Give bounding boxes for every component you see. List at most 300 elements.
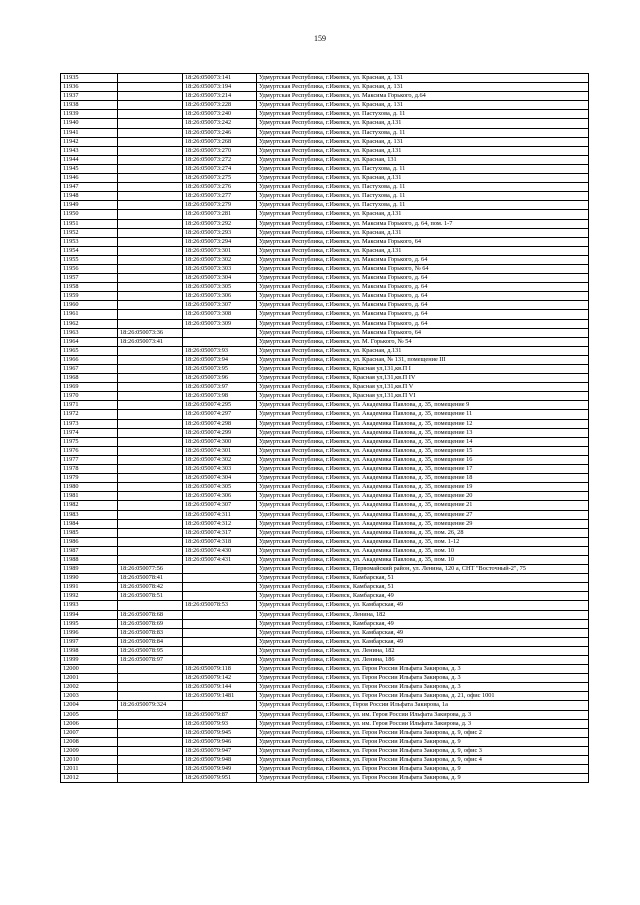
table-row [61, 601, 589, 610]
land-cadastral-number-cell [118, 274, 183, 283]
object-cadastral-number-cell: 18:26:050074:305 [183, 483, 257, 492]
row-number-cell: 11988 [61, 555, 118, 564]
address-cell: Удмуртская Республика, г.Ижевск, ул. Героя России Ильфата Закирова, д. 9, офис 3 [257, 746, 589, 755]
land-cadastral-number-cell [118, 519, 183, 528]
land-cadastral-number-cell [118, 774, 183, 783]
row-number-cell: 11980 [61, 483, 118, 492]
land-cadastral-number-cell [118, 455, 183, 464]
row-number-cell: 11987 [61, 546, 118, 555]
land-cadastral-number-cell [118, 283, 183, 292]
address-cell: Удмуртская Республика, г.Ижевск, ул. Академика Павлова, д. 35, помещение 11 [257, 410, 589, 419]
address-cell: Удмуртская Республика, г.Ижевск, Красная ул,131,кв.П I [257, 365, 589, 374]
address-cell: Удмуртская Республика, г.Ижевск, ул. Максима Горького, д. 64 [257, 310, 589, 319]
land-cadastral-number-cell [118, 310, 183, 319]
address-cell: Удмуртская Республика, г.Ижевск, ул. Академика Павлова, д. 35, пом. 1-12 [257, 537, 589, 546]
row-number-cell: 11984 [61, 519, 118, 528]
land-cadastral-number-cell [118, 92, 183, 101]
object-cadastral-number-cell: 18:26:050073:214 [183, 92, 257, 101]
object-cadastral-number-cell [183, 574, 257, 583]
row-number-cell: 11998 [61, 646, 118, 655]
address-cell: Удмуртская Республика, г.Ижевск, ул. им. Героя России Ильфата Закирова, д. 3 [257, 710, 589, 719]
object-cadastral-number-cell: 18:26:050073:304 [183, 274, 257, 283]
object-cadastral-number-cell: 18:26:050073:305 [183, 283, 257, 292]
table-row [61, 83, 589, 92]
address-cell: Удмуртская Республика, г.Ижевск, ул. им. Героя России Ильфата Закирова, д. 3 [257, 719, 589, 728]
row-number-cell: 12005 [61, 710, 118, 719]
row-number-cell: 12009 [61, 746, 118, 755]
object-cadastral-number-cell: 18:26:050073:279 [183, 201, 257, 210]
object-cadastral-number-cell [183, 592, 257, 601]
land-cadastral-number-cell [118, 355, 183, 364]
object-cadastral-number-cell: 18:26:050079:1481 [183, 692, 257, 701]
address-cell: Удмуртская Республика, г.Ижевск, ул. Пастухова, д. 11 [257, 183, 589, 192]
object-cadastral-number-cell: 18:26:050073:276 [183, 183, 257, 192]
address-cell: Удмуртская Республика, г.Ижевск, ул. Максима Горького, д. 64 [257, 283, 589, 292]
address-cell: Удмуртская Республика, г.Ижевск, ул. Академика Павлова, д. 35, помещение 15 [257, 446, 589, 455]
table-row [61, 137, 589, 146]
row-number-cell: 12007 [61, 728, 118, 737]
address-cell: Удмуртская Республика, г.Ижевск, ул. Героя России Ильфата Закирова, д. 21, офис 1001 [257, 692, 589, 701]
table-row [61, 537, 589, 546]
row-number-cell: 11953 [61, 237, 118, 246]
object-cadastral-number-cell: 18:26:050074:304 [183, 474, 257, 483]
table-row [61, 101, 589, 110]
address-cell: Удмуртская Республика, г.Ижевск, ул. Академика Павлова, д. 35, помещение 19 [257, 483, 589, 492]
table-row [61, 292, 589, 301]
table-row [61, 746, 589, 755]
land-cadastral-number-cell: 18:26:050077:56 [118, 565, 183, 574]
table-row [61, 365, 589, 374]
address-cell: Удмуртская Республика, г.Ижевск, ул. Героя России Ильфата Закирова, д. 9, офис 4 [257, 756, 589, 765]
row-number-cell: 11937 [61, 92, 118, 101]
table-row [61, 310, 589, 319]
row-number-cell: 11958 [61, 283, 118, 292]
object-cadastral-number-cell [183, 646, 257, 655]
object-cadastral-number-cell: 18:26:050073:268 [183, 137, 257, 146]
row-number-cell: 11936 [61, 83, 118, 92]
object-cadastral-number-cell: 18:26:050074:306 [183, 492, 257, 501]
land-cadastral-number-cell: 18:26:050078:97 [118, 656, 183, 665]
object-cadastral-number-cell: 18:26:050073:292 [183, 219, 257, 228]
row-number-cell: 12011 [61, 765, 118, 774]
address-cell: Удмуртская Республика, г.Ижевск, ул. Пастухова, д. 11 [257, 201, 589, 210]
land-cadastral-number-cell: 18:26:050078:95 [118, 646, 183, 655]
row-number-cell: 11943 [61, 146, 118, 155]
object-cadastral-number-cell [183, 610, 257, 619]
address-cell: Удмуртская Республика, г.Ижевск, ул. Героя России Ильфата Закирова, д. 9 [257, 737, 589, 746]
object-cadastral-number-cell: 18:26:050073:275 [183, 174, 257, 183]
object-cadastral-number-cell [183, 337, 257, 346]
object-cadastral-number-cell: 18:26:050073:94 [183, 355, 257, 364]
row-number-cell: 11981 [61, 492, 118, 501]
table-row [61, 656, 589, 665]
table-row [61, 710, 589, 719]
address-cell: Удмуртская Республика, г.Ижевск, Камбарская, 49 [257, 592, 589, 601]
land-cadastral-number-cell [118, 365, 183, 374]
object-cadastral-number-cell: 18:26:050073:281 [183, 210, 257, 219]
table-row [61, 437, 589, 446]
row-number-cell: 11994 [61, 610, 118, 619]
address-cell: Удмуртская Республика, г.Ижевск, ул. Красная, д. 131 [257, 83, 589, 92]
land-cadastral-number-cell: 18:26:050078:42 [118, 583, 183, 592]
land-cadastral-number-cell [118, 501, 183, 510]
row-number-cell: 11972 [61, 410, 118, 419]
object-cadastral-number-cell: 18:26:050073:95 [183, 365, 257, 374]
row-number-cell: 11945 [61, 164, 118, 173]
address-cell: Удмуртская Республика, г.Ижевск, ул. Героя России Ильфата Закирова, д. 3 [257, 665, 589, 674]
row-number-cell: 11973 [61, 419, 118, 428]
object-cadastral-number-cell: 18:26:050073:228 [183, 101, 257, 110]
address-cell: Удмуртская Республика, г.Ижевск, ул. Красная, д.131 [257, 228, 589, 237]
land-cadastral-number-cell [118, 383, 183, 392]
address-cell: Удмуртская Республика, г.Ижевск, ул. Академика Павлова, д. 35, помещение 18 [257, 474, 589, 483]
row-number-cell: 11944 [61, 155, 118, 164]
address-cell: Удмуртская Республика, г.Ижевск, ул. Ленина, 186 [257, 656, 589, 665]
table-row [61, 610, 589, 619]
land-cadastral-number-cell [118, 137, 183, 146]
address-cell: Удмуртская Республика, г.Ижевск, ул. Пастухова, д. 11 [257, 128, 589, 137]
row-number-cell: 11941 [61, 128, 118, 137]
table-row [61, 637, 589, 646]
object-cadastral-number-cell [183, 328, 257, 337]
row-number-cell: 11978 [61, 465, 118, 474]
row-number-cell: 12002 [61, 683, 118, 692]
land-cadastral-number-cell [118, 128, 183, 137]
table-row [61, 465, 589, 474]
row-number-cell: 11966 [61, 355, 118, 364]
table-row [61, 501, 589, 510]
land-cadastral-number-cell [118, 101, 183, 110]
land-cadastral-number-cell [118, 428, 183, 437]
table-row [61, 510, 589, 519]
land-cadastral-number-cell [118, 210, 183, 219]
row-number-cell: 11949 [61, 201, 118, 210]
address-cell: Удмуртская Республика, г.Ижевск, ул. Академика Павлова, д. 35, помещение 17 [257, 465, 589, 474]
row-number-cell: 11960 [61, 301, 118, 310]
address-cell: Удмуртская Республика, г.Ижевск, ул. Максима Горького, д. 64 [257, 319, 589, 328]
table-row [61, 219, 589, 228]
table-row [61, 410, 589, 419]
land-cadastral-number-cell [118, 201, 183, 210]
object-cadastral-number-cell: 18:26:050079:93 [183, 719, 257, 728]
table-row [61, 474, 589, 483]
address-cell: Удмуртская Республика, г.Ижевск, Красная ул,131,кв.П VI [257, 392, 589, 401]
table-row [61, 383, 589, 392]
address-cell: Удмуртская Республика, г.Ижевск, ул. Академика Павлова, д. 35, помещение 20 [257, 492, 589, 501]
address-cell: Удмуртская Республика, г.Ижевск, ул. Максима Горького, д. 64 [257, 274, 589, 283]
table-row [61, 574, 589, 583]
address-cell: Удмуртская Республика, г.Ижевск, ул. Академика Павлова, д. 35, помещение 27 [257, 510, 589, 519]
object-cadastral-number-cell: 18:26:050074:307 [183, 501, 257, 510]
address-cell: Удмуртская Республика, г.Ижевск, ул. Академика Павлова, д. 35, помещение 21 [257, 501, 589, 510]
address-cell: Удмуртская Республика, г.Ижевск, ул. Максима Горького, д. 64 [257, 301, 589, 310]
land-cadastral-number-cell [118, 155, 183, 164]
row-number-cell: 11956 [61, 264, 118, 273]
table-row [61, 201, 589, 210]
page-number: 159 [314, 34, 326, 43]
row-number-cell: 11962 [61, 319, 118, 328]
table-row [61, 264, 589, 273]
address-cell: Удмуртская Республика, г.Ижевск, ул. Красная, д. 131 [257, 137, 589, 146]
row-number-cell: 11992 [61, 592, 118, 601]
address-cell: Удмуртская Республика, г.Ижевск, ул. Красная, 131 [257, 155, 589, 164]
object-cadastral-number-cell: 18:26:050074:303 [183, 465, 257, 474]
object-cadastral-number-cell: 18:26:050079:949 [183, 765, 257, 774]
table-row [61, 728, 589, 737]
row-number-cell: 12003 [61, 692, 118, 701]
table-row [61, 455, 589, 464]
row-number-cell: 11955 [61, 255, 118, 264]
row-number-cell: 11946 [61, 174, 118, 183]
land-cadastral-number-cell [118, 219, 183, 228]
table-row [61, 255, 589, 264]
table-row [61, 483, 589, 492]
address-cell: Удмуртская Республика, г.Ижевск, ул. Академика Павлова, д. 35, помещение 16 [257, 455, 589, 464]
row-number-cell: 11982 [61, 501, 118, 510]
table-row [61, 419, 589, 428]
row-number-cell: 11964 [61, 337, 118, 346]
address-cell: Удмуртская Республика, г.Ижевск, ул. Академика Павлова, д. 35, помещение 14 [257, 437, 589, 446]
table-row [61, 701, 589, 710]
land-cadastral-number-cell [118, 255, 183, 264]
object-cadastral-number-cell [183, 656, 257, 665]
address-cell: Удмуртская Республика, г.Ижевск, ул. Героя России Ильфата Закирова, д. 9 [257, 765, 589, 774]
land-cadastral-number-cell [118, 692, 183, 701]
row-number-cell: 11986 [61, 537, 118, 546]
row-number-cell: 11996 [61, 628, 118, 637]
land-cadastral-number-cell [118, 601, 183, 610]
land-cadastral-number-cell [118, 174, 183, 183]
address-cell: Удмуртская Республика, г.Ижевск, ул. Академика Павлова, д. 35, пом. 26, 28 [257, 528, 589, 537]
address-cell: Удмуртская Республика, г.Ижевск, ул. Героя России Ильфата Закирова, д. 9 [257, 774, 589, 783]
land-cadastral-number-cell [118, 346, 183, 355]
object-cadastral-number-cell: 18:26:050073:303 [183, 264, 257, 273]
table-row [61, 328, 589, 337]
table-row [61, 674, 589, 683]
object-cadastral-number-cell: 18:26:050074:302 [183, 455, 257, 464]
table-row [61, 301, 589, 310]
row-number-cell: 11991 [61, 583, 118, 592]
object-cadastral-number-cell: 18:26:050079:118 [183, 665, 257, 674]
table-row [61, 392, 589, 401]
land-cadastral-number-cell [118, 510, 183, 519]
table-row [61, 756, 589, 765]
table-row [61, 446, 589, 455]
row-number-cell: 11970 [61, 392, 118, 401]
object-cadastral-number-cell: 18:26:050074:297 [183, 410, 257, 419]
address-cell: Удмуртская Республика, г.Ижевск, ул. Красная, д.131 [257, 119, 589, 128]
land-cadastral-number-cell [118, 437, 183, 446]
address-cell: Удмуртская Республика, г.Ижевск, ул. Ленина, 182 [257, 646, 589, 655]
land-cadastral-number-cell [118, 728, 183, 737]
address-cell: Удмуртская Республика, г.Ижевск, ул. Героя России Ильфата Закирова, д. 3 [257, 674, 589, 683]
object-cadastral-number-cell: 18:26:050073:277 [183, 192, 257, 201]
address-cell: Удмуртская Республика, г.Ижевск, ул. Максима Горького, 64 [257, 328, 589, 337]
table-row [61, 174, 589, 183]
object-cadastral-number-cell: 18:26:050073:272 [183, 155, 257, 164]
address-cell: Удмуртская Республика, г.Ижевск, Камбарская, 51 [257, 574, 589, 583]
address-cell: Удмуртская Республика, г.Ижевск, ул. Героя России Ильфата Закирова, д. 3 [257, 683, 589, 692]
row-number-cell: 11948 [61, 192, 118, 201]
row-number-cell: 11989 [61, 565, 118, 574]
row-number-cell: 11959 [61, 292, 118, 301]
address-cell: Удмуртская Республика, г.Ижевск, ул. Академика Павлова, д. 35, помещение 13 [257, 428, 589, 437]
land-cadastral-number-cell [118, 546, 183, 555]
object-cadastral-number-cell: 18:26:050079:946 [183, 737, 257, 746]
object-cadastral-number-cell: 18:26:050073:93 [183, 346, 257, 355]
table-row [61, 119, 589, 128]
row-number-cell: 11979 [61, 474, 118, 483]
address-cell: Удмуртская Республика, г.Ижевск, ул. Максима Горького, № 64 [257, 264, 589, 273]
table-row [61, 92, 589, 101]
object-cadastral-number-cell: 18:26:050079:142 [183, 674, 257, 683]
table-row [61, 74, 589, 83]
object-cadastral-number-cell: 18:26:050079:144 [183, 683, 257, 692]
object-cadastral-number-cell: 18:26:050073:308 [183, 310, 257, 319]
row-number-cell: 11935 [61, 74, 118, 83]
table-row [61, 528, 589, 537]
address-cell: Удмуртская Республика, г.Ижевск, ул. Камбарская, 49 [257, 601, 589, 610]
address-cell: Удмуртская Республика, г.Ижевск, ул. Максима Горького, д.64 [257, 92, 589, 101]
address-cell: Удмуртская Республика, г.Ижевск, ул. Максима Горького, д. 64 [257, 255, 589, 264]
land-cadastral-number-cell: 18:26:050078:68 [118, 610, 183, 619]
table-row [61, 246, 589, 255]
table-row [61, 183, 589, 192]
object-cadastral-number-cell: 18:26:050074:431 [183, 555, 257, 564]
row-number-cell: 11954 [61, 246, 118, 255]
table-row [61, 592, 589, 601]
land-cadastral-number-cell [118, 719, 183, 728]
object-cadastral-number-cell: 18:26:050079:951 [183, 774, 257, 783]
row-number-cell: 11990 [61, 574, 118, 583]
row-number-cell: 11961 [61, 310, 118, 319]
address-cell: Удмуртская Республика, г.Ижевск, ул. Академика Павлова, д. 35, пом. 10 [257, 546, 589, 555]
land-cadastral-number-cell: 18:26:050073:36 [118, 328, 183, 337]
table-row [61, 374, 589, 383]
row-number-cell: 11952 [61, 228, 118, 237]
object-cadastral-number-cell: 18:26:050073:194 [183, 83, 257, 92]
table-row [61, 774, 589, 783]
row-number-cell: 11938 [61, 101, 118, 110]
row-number-cell: 12012 [61, 774, 118, 783]
object-cadastral-number-cell: 18:26:050074:317 [183, 528, 257, 537]
address-cell: Удмуртская Республика, г.Ижевск, Камбарская, 51 [257, 583, 589, 592]
table-row [61, 492, 589, 501]
address-cell: Удмуртская Республика, г.Ижевск, ул. Пастухова, д. 11 [257, 164, 589, 173]
address-cell: Удмуртская Республика, г.Ижевск, ул. Академика Павлова, д. 35, помещение 29 [257, 519, 589, 528]
address-cell: Удмуртская Республика, г.Ижевск, ул. Камбарская, 49 [257, 637, 589, 646]
land-cadastral-number-cell [118, 683, 183, 692]
address-cell: Удмуртская Республика, г.Ижевск, ул. М. Горького, № 54 [257, 337, 589, 346]
address-cell: Удмуртская Республика, г.Ижевск, ул. Красная, д.131 [257, 174, 589, 183]
row-number-cell: 11969 [61, 383, 118, 392]
table-row [61, 283, 589, 292]
table-row [61, 765, 589, 774]
object-cadastral-number-cell: 18:26:050073:96 [183, 374, 257, 383]
land-cadastral-number-cell [118, 737, 183, 746]
table-row [61, 546, 589, 555]
land-cadastral-number-cell [118, 710, 183, 719]
land-cadastral-number-cell [118, 410, 183, 419]
land-cadastral-number-cell [118, 765, 183, 774]
land-cadastral-number-cell: 18:26:050078:69 [118, 619, 183, 628]
table-row [61, 155, 589, 164]
object-cadastral-number-cell: 18:26:050074:430 [183, 546, 257, 555]
address-cell: Удмуртская Республика, г.Ижевск, ул. Академика Павлова, д. 35, пом. 10 [257, 555, 589, 564]
land-cadastral-number-cell [118, 83, 183, 92]
land-cadastral-number-cell: 18:26:050073:41 [118, 337, 183, 346]
land-cadastral-number-cell [118, 228, 183, 237]
object-cadastral-number-cell: 18:26:050073:301 [183, 246, 257, 255]
address-cell: Удмуртская Республика, г.Ижевск, Красная ул,131,кв.П V [257, 383, 589, 392]
land-cadastral-number-cell [118, 74, 183, 83]
land-cadastral-number-cell [118, 555, 183, 564]
address-cell: Удмуртская Республика, г.Ижевск, ул. Камбарская, 49 [257, 628, 589, 637]
row-number-cell: 11965 [61, 346, 118, 355]
object-cadastral-number-cell: 18:26:050074:301 [183, 446, 257, 455]
object-cadastral-number-cell: 18:26:050074:318 [183, 537, 257, 546]
land-cadastral-number-cell [118, 110, 183, 119]
table-row [61, 228, 589, 237]
row-number-cell: 11983 [61, 510, 118, 519]
table-row [61, 128, 589, 137]
table-row [61, 692, 589, 701]
object-cadastral-number-cell [183, 637, 257, 646]
object-cadastral-number-cell: 18:26:050074:300 [183, 437, 257, 446]
address-cell: Удмуртская Республика, г.Ижевск, ул. Красная, д.131 [257, 210, 589, 219]
address-cell: Удмуртская Республика, г.Ижевск, Камбарская, 49 [257, 619, 589, 628]
object-cadastral-number-cell [183, 628, 257, 637]
object-cadastral-number-cell: 18:26:050073:98 [183, 392, 257, 401]
land-cadastral-number-cell [118, 528, 183, 537]
address-cell: Удмуртская Республика, г.Ижевск, Красная ул,131,кв.П IV [257, 374, 589, 383]
table-row [61, 555, 589, 564]
object-cadastral-number-cell: 18:26:050073:307 [183, 301, 257, 310]
table-row [61, 583, 589, 592]
object-cadastral-number-cell: 18:26:050073:309 [183, 319, 257, 328]
table-row [61, 346, 589, 355]
row-number-cell: 11951 [61, 219, 118, 228]
table-row [61, 519, 589, 528]
object-cadastral-number-cell [183, 619, 257, 628]
address-cell: Удмуртская Республика, г.Ижевск, ул. Академика Павлова, д. 35, помещение 9 [257, 401, 589, 410]
object-cadastral-number-cell: 18:26:050073:97 [183, 383, 257, 392]
address-cell: Удмуртская Республика, г.Ижевск, Героя России Ильфата Закирова, 1а [257, 701, 589, 710]
object-cadastral-number-cell: 18:26:050073:293 [183, 228, 257, 237]
row-number-cell: 11975 [61, 437, 118, 446]
address-cell: Удмуртская Республика, г.Ижевск, ул. Красная, д.131 [257, 246, 589, 255]
table-row [61, 619, 589, 628]
object-cadastral-number-cell: 18:26:050073:141 [183, 74, 257, 83]
object-cadastral-number-cell [183, 583, 257, 592]
row-number-cell: 11942 [61, 137, 118, 146]
object-cadastral-number-cell: 18:26:050073:306 [183, 292, 257, 301]
land-cadastral-number-cell [118, 264, 183, 273]
table-row [61, 683, 589, 692]
object-cadastral-number-cell [183, 565, 257, 574]
table-row [61, 428, 589, 437]
object-cadastral-number-cell: 18:26:050074:311 [183, 510, 257, 519]
table-row [61, 110, 589, 119]
row-number-cell: 11976 [61, 446, 118, 455]
address-cell: Удмуртская Республика, г.Ижевск, ул. Красная, № 131, помещение III [257, 355, 589, 364]
table-row [61, 665, 589, 674]
land-cadastral-number-cell [118, 756, 183, 765]
land-cadastral-number-cell [118, 146, 183, 155]
row-number-cell: 12006 [61, 719, 118, 728]
row-number-cell: 11957 [61, 274, 118, 283]
object-cadastral-number-cell: 18:26:050079:87 [183, 710, 257, 719]
